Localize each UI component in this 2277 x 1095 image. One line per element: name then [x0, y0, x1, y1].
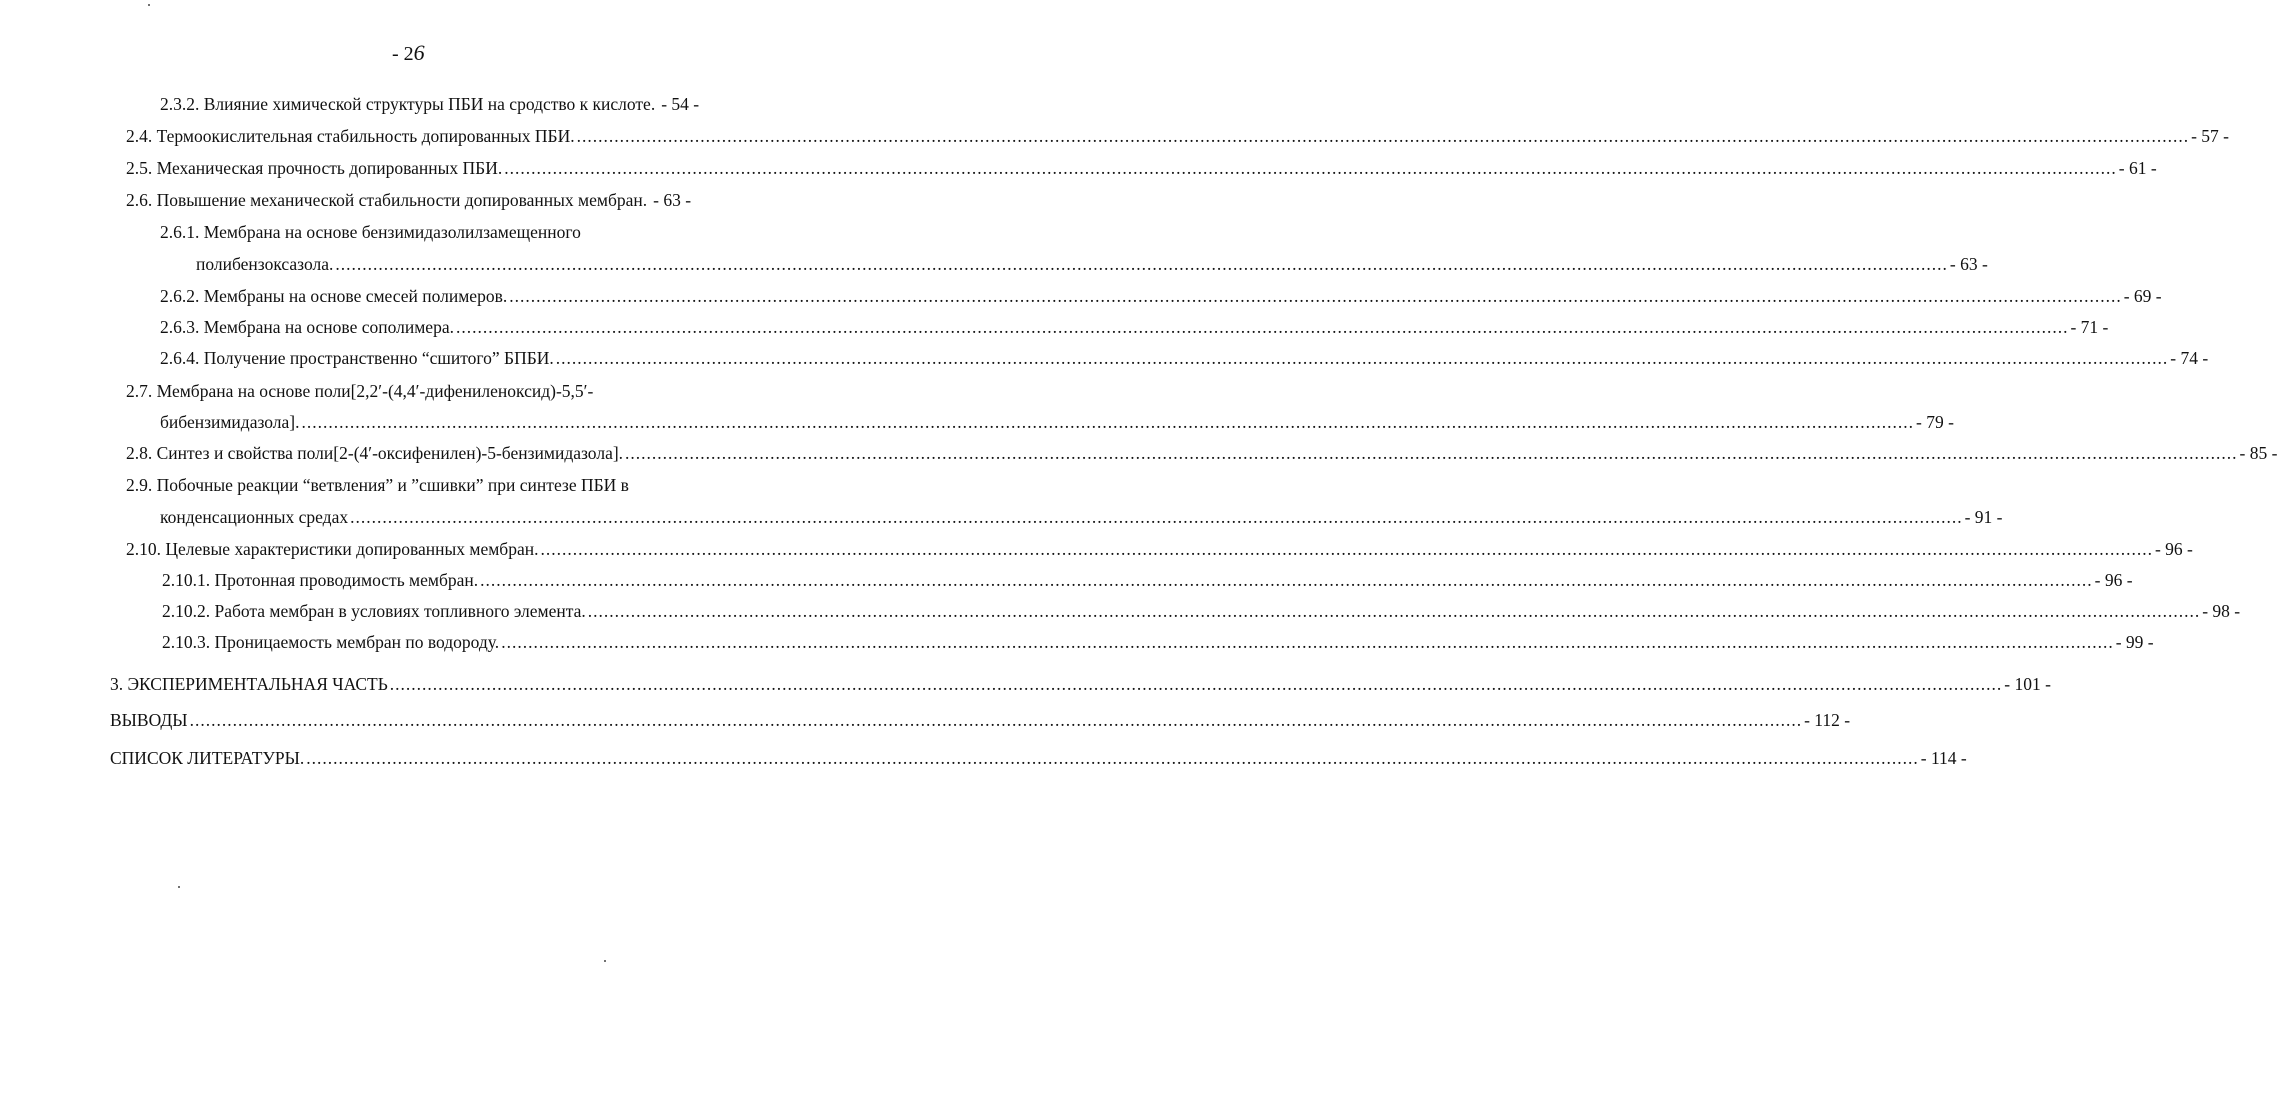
- toc-page: - 69 -: [2123, 286, 2162, 306]
- dot-leader: ............................................................................................................................................................................................................................................................................................................: [555, 348, 2169, 368]
- toc-entry: [110, 708, 1851, 732]
- page-number: [392, 40, 425, 66]
- toc-entry: [126, 473, 629, 497]
- toc-page: - 98 -: [2202, 601, 2241, 621]
- dot-leader: ............................................................................................................................................................................................................................................................................................................: [189, 710, 1803, 730]
- toc-entry: [160, 220, 581, 244]
- toc-title: 2.5. Механическая прочность допированных ПБИ.: [126, 158, 503, 178]
- toc-page: - 71 -: [2070, 317, 2109, 337]
- dot-leader: ............................................................................................................................................................................................................................................................................................................: [625, 443, 2238, 463]
- dot-leader: ............................................................................................................................................................................................................................................................................................................: [301, 412, 1914, 432]
- toc-entry: [162, 599, 2241, 623]
- toc-page: - 91 -: [1964, 507, 2003, 527]
- toc-title: 2.10.2. Работа мембран в условиях топливного элемента.: [162, 601, 586, 621]
- toc-title: 2.7. Мембрана на основе поли[2,2′-(4,4′-дифениленоксид)-5,5′-: [126, 381, 594, 401]
- dot-leader: ............................................................................................................................................................................................................................................................................................................: [501, 632, 2114, 652]
- toc-entry: [196, 252, 1988, 276]
- toc-title: 2.10. Целевые характеристики допированных мембран.: [126, 539, 539, 559]
- toc-page: - 54 -: [661, 94, 700, 114]
- toc-entry: [162, 630, 2154, 654]
- toc-title: полибензоксазола.: [196, 254, 334, 274]
- toc-page: - 101 -: [2004, 674, 2051, 694]
- dot-leader: ............................................................................................................................................................................................................................................................................................................: [335, 254, 1948, 274]
- page-number-text: - 2: [392, 43, 414, 65]
- toc-title: бибензимидазола].: [160, 412, 300, 432]
- toc-title: 2.6.1. Мембрана на основе бензимидазолилзамещенного: [160, 222, 581, 242]
- toc-title: ВЫВОДЫ: [110, 710, 188, 730]
- toc-page: - 63 -: [1949, 254, 1988, 274]
- toc-title: 2.8. Синтез и свойства поли[2-(4′-оксифенилен)-5-бензимидазола].: [126, 443, 624, 463]
- toc-entry: [160, 284, 2162, 308]
- toc-title: 2.6.4. Получение пространственно “сшитого” БПБИ.: [160, 348, 554, 368]
- dot-leader: ............................................................................................................................................................................................................................................................................................................: [576, 126, 2190, 146]
- toc-entry: [126, 537, 2193, 561]
- toc-page: - 74 -: [2170, 348, 2209, 368]
- toc-title: 2.6. Повышение механической стабильности допированных мембран.: [126, 190, 648, 210]
- toc-page: - 96 -: [2154, 539, 2193, 559]
- scan-speck: [148, 4, 150, 6]
- toc-page: - 61 -: [2118, 158, 2157, 178]
- toc-title: конденсационных средах: [160, 507, 349, 527]
- toc-page: - 99 -: [2115, 632, 2154, 652]
- toc-title: СПИСОК ЛИТЕРАТУРЫ.: [110, 748, 305, 768]
- toc-page: - 85 -: [2239, 443, 2277, 463]
- toc-entry: [110, 746, 1967, 770]
- toc-title: 2.3.2. Влияние химической структуры ПБИ на сродство к кислоте.: [160, 94, 656, 114]
- toc-entry: [162, 568, 2133, 592]
- toc-page: - 96 -: [2094, 570, 2133, 590]
- handwritten-mark: 6: [413, 40, 425, 65]
- toc-page: - 114 -: [1920, 748, 1967, 768]
- dot-leader: ............................................................................................................................................................................................................................................................................................................: [504, 158, 2117, 178]
- toc-title: 2.9. Побочные реакции “ветвления” и ”сшивки” при синтезе ПБИ в: [126, 475, 629, 495]
- toc-title: 2.10.3. Проницаемость мембран по водороду.: [162, 632, 500, 652]
- toc-entry: [126, 156, 2157, 180]
- dot-leader: ............................................................................................................................................................................................................................................................................................................: [350, 507, 1963, 527]
- toc-page: - 112 -: [1804, 710, 1851, 730]
- scan-speck: [604, 960, 606, 962]
- toc-entry: [160, 505, 2003, 529]
- dot-leader: ............................................................................................................................................................................................................................................................................................................: [455, 317, 2069, 337]
- toc-entry: [126, 124, 2229, 148]
- toc-entry: [126, 441, 2277, 465]
- dot-leader: ............................................................................................................................................................................................................................................................................................................: [587, 601, 2201, 621]
- toc-entry: [160, 315, 2109, 339]
- toc-entry: [110, 672, 2051, 696]
- dot-leader: ............................................................................................................................................................................................................................................................................................................: [540, 539, 2153, 559]
- toc-title: 2.6.2. Мембраны на основе смесей полимеров.: [160, 286, 508, 306]
- toc-title: 2.10.1. Протонная проводимость мембран.: [162, 570, 479, 590]
- toc-entry: [126, 379, 593, 403]
- scan-speck: [178, 886, 180, 888]
- toc-title: 3. ЭКСПЕРИМЕНТАЛЬНАЯ ЧАСТЬ: [110, 674, 388, 694]
- toc-page: - 57 -: [2191, 126, 2229, 146]
- toc-page: - 79 -: [1916, 412, 1954, 432]
- dot-leader: ............................................................................................................................................................................................................................................................................................................: [306, 748, 1919, 768]
- toc-page: - 63 -: [653, 190, 692, 210]
- dot-leader: ............................................................................................................................................................................................................................................................................................................: [480, 570, 2093, 590]
- dot-leader: ............................................................................................................................................................................................................................................................................................................: [389, 674, 2003, 694]
- toc-entry: [126, 188, 733, 212]
- toc-title: 2.4. Термоокислительная стабильность допированных ПБИ.: [126, 126, 575, 146]
- toc-entry: [160, 92, 733, 116]
- toc-entry: [160, 410, 1954, 434]
- dot-leader: ............................................................................................................................................................................................................................................................................................................: [509, 286, 2122, 306]
- toc-title: 2.6.3. Мембрана на основе сополимера.: [160, 317, 454, 337]
- toc-entry: [160, 346, 2209, 370]
